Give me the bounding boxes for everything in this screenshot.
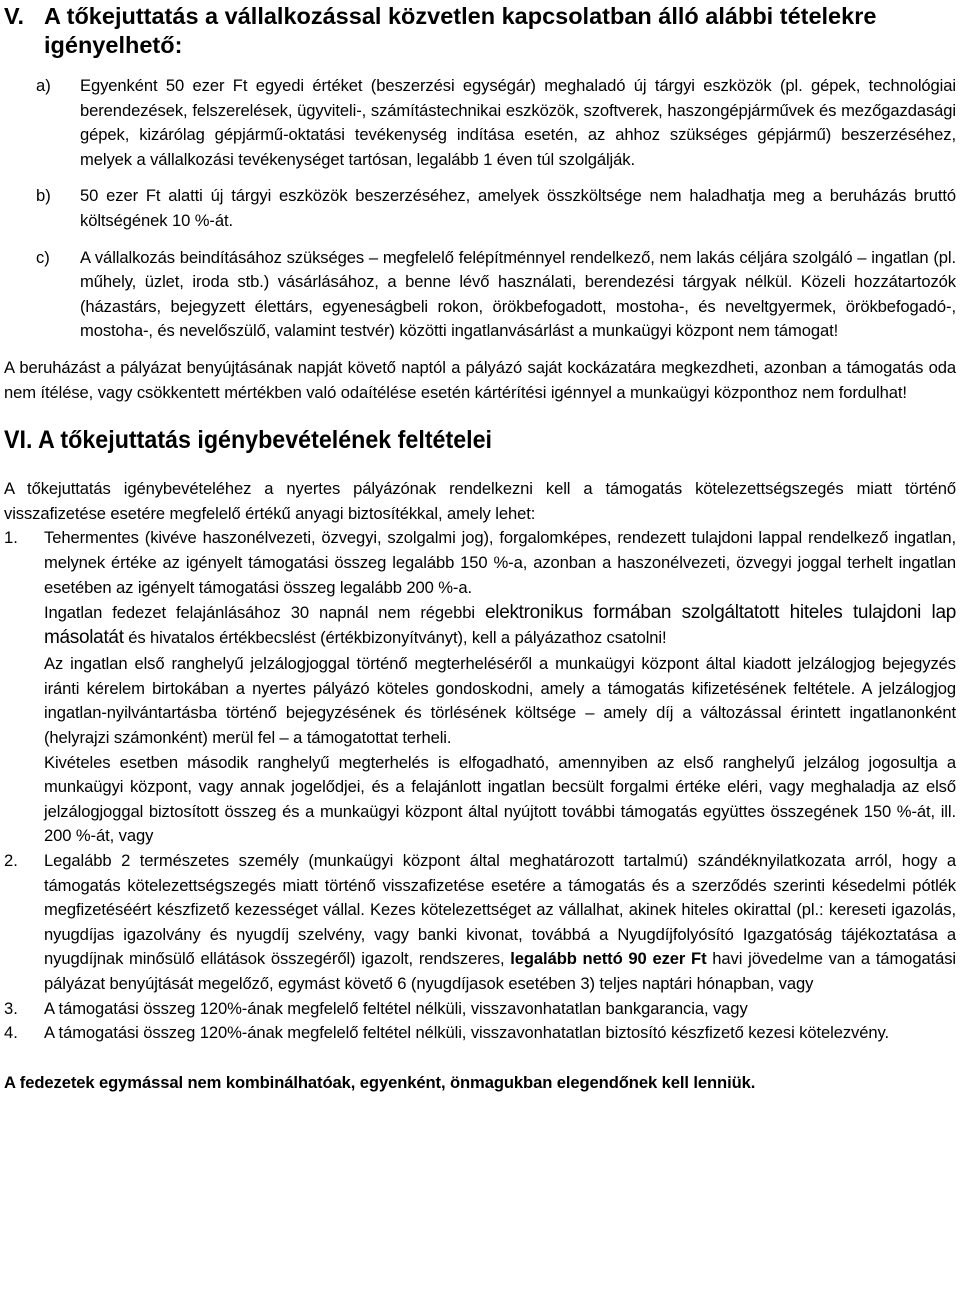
section-vi-number: VI. [4,426,33,455]
section-v-number: V. [4,3,25,29]
list-item-3 [4,997,956,1022]
item2-text: Legalább 2 természetes személy (munkaügyi központ által meghatározott tartalmú) szándéknyilatkozata arról, hogy a támogatás kötelezettségszegés miatt történő visszafizetése esetére a támogatás és a szerződés szerinti késedelmi pótlék megfizetéséért készfizető kezességet vállal. Kezes kötelezettséget az vállalhat, akinek hiteles okirattal (pl.: kereseti igazolás, nyugdíjas igazolvány és nyugdíj szelvény, vagy banki kivonat, továbbá a Nyugdíjfolyósító Igazgatóság tájékoztatása a nyugdíjnak minősülő ellátások összegéről) igazolt, rendszeres, [44,851,956,969]
list-item-b [4,184,956,233]
item1-paragraph-2 [44,601,956,650]
section-v-title: A tőkejuttatás a vállalkozással közvetlen kapcsolatban álló alábbi tételekre igényelhető: [44,3,877,58]
item1-p2-emphasis: elektronikus formában szolgáltatott hiteles tulajdoni lap másolatát [44,602,956,648]
item1-paragraph-4: Kivételes esetben második ranghelyű megterhelés is elfogadható, amennyiben az első ranghelyű jelzálog jogosultja a munkaügyi központ, vagy annak jogelődjei, és a felajánlott ingatlan becsült forgalmi értéke eléri, vagy meghaladja az első jelzálogjoggal biztosított összeg és a munkaügyi központ által nyújtott további támogatás együttes összegének 150 %-át, ill. 200 %-át, vagy [44,752,956,846]
list-item-text: A vállalkozás beindításához szükséges – megfelelő felépítménnyel rendelkező, nem lakás céljára szolgáló – ingatlan (pl. műhely, üzlet, iroda stb.) vásárlásához, a benne lévő használati, berendezési tárgyak nélkül. Közeli hozzátartozók (házastárs, bejegyzett élettárs, egyeneságbeli rokon, örökbefogadott, mostoha-, és neveltgyermek, örökbefogadó-, mostoha-, és nevelőszülő, valamint testvér) közötti ingatlanvásárlást a munkaügyi központ nem támogat! [80,247,956,341]
section-vi-heading [4,425,889,455]
item2-bold-amount: legalább nettó 90 ezer Ft [510,949,707,969]
list-item-c [4,246,956,344]
item1-p2-text: Ingatlan fedezet felajánlásához 30 napnál nem régebbi [44,603,485,623]
risk-paragraph: A beruházást a pályázat benyújtásának napját követő naptól a pályázó saját kockázatára megkezdheti, azonban a támogatás oda nem ítélése, vagy csökkentett mértékben való odaítélése esetén kártérítési igénnyel a munkaügyi központhoz nem fordulhat! [4,357,956,402]
list-item-text: Egyenként 50 ezer Ft egyedi értéket (beszerzési egységár) meghaladó új tárgyi eszközök (pl. gépek, technológiai berendezések, felszerelések, ügyviteli-, számítástechnikai eszközök, szoftverek, haszongépjárművek és mezőgazdasági gépek, kizárólag gépjármű-oktatási tevékenység indítása esetén, az ahhoz szükséges gépjármű) beszerzéséhez, melyek a vállalkozási tevékenységet tartósan, legalább 1 éven túl szolgálják. [80,76,956,169]
item3-text: A támogatási összeg 120%-ának megfelelő feltétel nélküli, visszavonhatatlan bankgarancia, vagy [44,998,748,1018]
item1-p2-text-end: és hivatalos értékbecslést (értékbizonyítványt), kell a pályázathoz csatolni! [123,627,667,647]
list-item-4 [4,1021,956,1046]
list-item-label: c) [36,247,50,267]
item2-text-end: havi jövedelme van a támogatási pályázat benyújtását megelőző, egymást követő 6 (nyugdíjasok esetében 3) teljes naptári hónapban, vagy [44,949,956,993]
item2-paragraph [44,849,956,997]
item1-paragraph-3: Az ingatlan első ranghelyű jelzálogjoggal történő megterheléséről a munkaügyi központ által kiadott jelzálogjog bejegyzés iránti kérelem birtokában a nyertes pályázó köteles gondoskodni, amely a támogatás kifizetésének feltétele. A jelzálogjog ingatlan-nyilvántartásba történő bejegyzésének és törlésének költsége – amely díj a változással érintett ingatlanonként (helyrajzi számonként) merül fel – a támogatottat terheli. [44,654,956,748]
document-page [4,0,956,1095]
item4-text: A támogatási összeg 120%-ának megfelelő feltétel nélküli, visszavonhatatlan biztosító készfizető kezesi kötelezvény. [44,1023,889,1043]
intro-paragraph: A tőkejuttatás igénybevételéhez a nyertes pályázónak rendelkezni kell a támogatás kötelezettségszegés miatt történő visszafizetése esetére megfelelő értékű anyagi biztosítékkal, amely lehet: [4,479,956,523]
list-item-label: b) [36,186,51,206]
list-item-label: a) [36,76,51,95]
item1-paragraph-1: Tehermentes (kivéve haszonélvezeti, özvegyi, szolgalmi jog), forgalomképes, rendezett tulajdoni lappal rendelkező ingatlan, melynek értéke az igényelt támogatási összeg legalább 150 %-a, azonban a haszonélvezeti, özvegyi joggal terhelt ingatlan esetében az igényelt támogatási összeg legalább 200 %-a. [44,528,956,597]
list-item-label: 4. [4,1023,18,1043]
list-item-label: 1. [4,528,18,548]
section-v-heading [4,2,956,60]
section-vi-title: A tőkejuttatás igénybevételének feltételei [38,426,493,455]
closing-note: A fedezetek egymással nem kombinálhatóak, egyenként, önmagukban elegendőnek kell lenniük. [4,1072,756,1092]
list-item-2 [4,849,956,997]
list-item-a [4,74,956,172]
list-item-label: 2. [4,851,18,871]
list-item-text: 50 ezer Ft alatti új tárgyi eszközök beszerzéséhez, amelyek összköltsége nem haladhatja meg a beruházás bruttó költségének 10 %-át. [80,186,956,230]
list-item-1 [4,526,956,849]
list-item-label: 3. [4,998,18,1018]
